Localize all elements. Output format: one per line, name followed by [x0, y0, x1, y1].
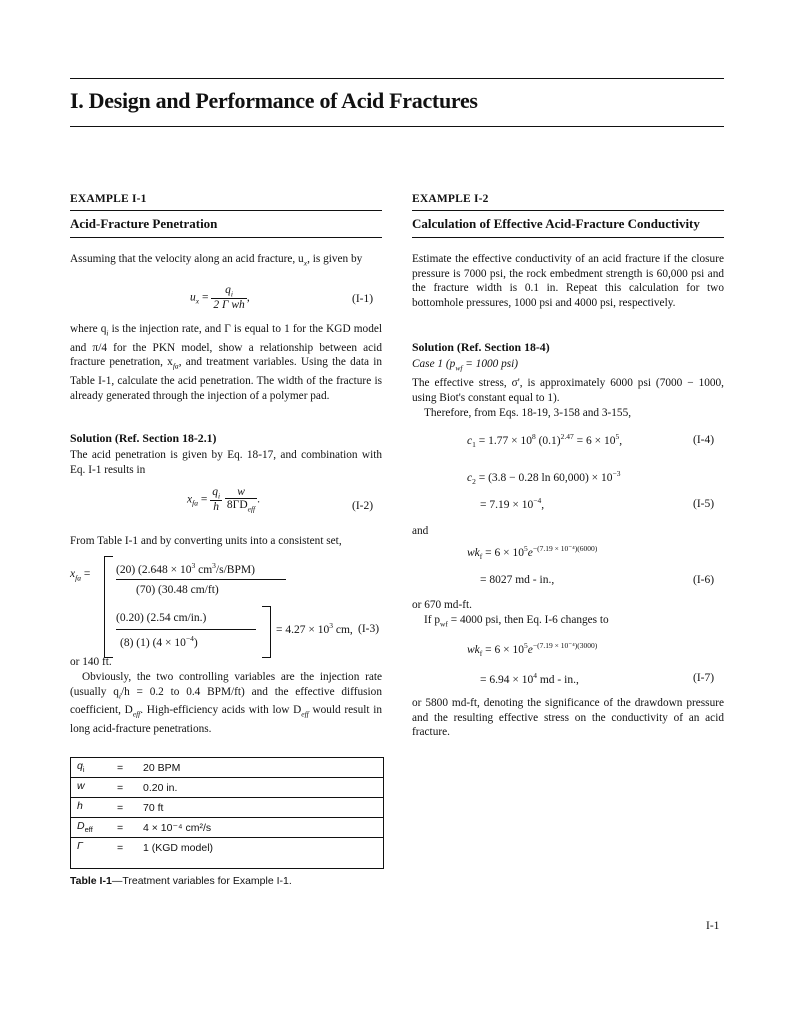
- equation-i-3-lhs: $x_{fa}$ =: [70, 568, 91, 583]
- equation-i-5-tag: (I-5): [693, 498, 715, 510]
- table-i-1-caption: Table I-1—Treatment variables for Example I-1.: [70, 875, 292, 887]
- table-cell-equals: =: [111, 758, 137, 778]
- equation-i-2-tag: (I-2): [352, 500, 374, 512]
- table-cell-value: 4 × 10⁻⁴ cm²/s: [137, 818, 383, 838]
- example1-name-rule: [70, 237, 382, 238]
- example2-or670: or 670 md-ft.: [412, 599, 472, 611]
- table-cell-symbol: w: [71, 778, 111, 798]
- example2-and: and: [412, 525, 429, 537]
- equation-i-3-result: = $4.27 \times 10^3$ cm,: [276, 621, 353, 636]
- table-row: [71, 758, 383, 778]
- example1-label: EXAMPLE I-1: [70, 193, 147, 205]
- example2-name-rule: [412, 237, 724, 238]
- table-cell-symbol: $D_{eff}$: [71, 818, 111, 838]
- equation-i-3-line1-den: (70) (30.48 cm/ft): [136, 584, 219, 596]
- table-row: [71, 818, 383, 838]
- table-row: [71, 778, 383, 798]
- equation-i-3-right-bracket: [262, 606, 271, 658]
- equation-i-3-line1-bar: [116, 579, 286, 580]
- example2-label-rule: [412, 210, 724, 211]
- equation-i-7-line2: = $6.94 \times 10^4$ md - in.,: [480, 671, 579, 686]
- example1-para2: Obviously, the two controlling variables are the injection rate (usually $q_i/h = 0.2$ to 0.4 BPM/ft) and the effective diffusion coefficient, $D_{eff}$. High-efficiency acids with low $D_{eff}$ would result in long acid-fracture penetrations.: [70, 671, 382, 736]
- equation-i-2: $x_{fa}$ = $\frac{q_i}{h}$ $\frac{w}{8\Gamma D_{eff}}$ .: [187, 486, 261, 514]
- table-i-1-body: [71, 758, 383, 857]
- equation-i-3-line2-bar: [116, 629, 256, 630]
- title-rule: [70, 126, 724, 127]
- example1-intro: Assuming that the velocity along an acid fracture, $u_x$, is given by: [70, 253, 363, 268]
- equation-i-4: $c_1 = 1.77 \times 10^8$ $(0.1)^{2.47} = 6 \times 10^5$,: [467, 432, 623, 450]
- equation-i-4-tag: (I-4): [693, 434, 715, 446]
- equation-i-3-line1-num: (20) ($2.648 \times 10^3$ $cm^3/s/BPM$): [116, 561, 255, 576]
- example2-stress-text: The effective stress, σ', is approximately 6000 psi (7000 − 1000, using Biot's constant equal to 1).: [412, 377, 724, 404]
- table-cell-symbol: h: [71, 798, 111, 818]
- table-cell-value: 0.20 in.: [137, 778, 383, 798]
- table-i-1: [70, 757, 384, 869]
- table-row: [71, 838, 383, 858]
- equation-i-7-line1: $wk_f = 6 \times 10^5e^{-(7.19 \times 10^{-4})(3000)}$: [467, 641, 598, 659]
- equation-i-3-line2-num: (0.20) (2.54 cm/in.): [116, 612, 207, 624]
- example1-from-table: From Table I-1 and by converting units into a consistent set,: [70, 535, 342, 547]
- top-rule: [70, 78, 724, 79]
- equation-i-3-line2-den: (8) (1) $(4 \times 10^{-4})$: [120, 634, 198, 649]
- example1-or-line: or 140 ft.: [70, 656, 112, 668]
- example2-case1: Case 1 ($p_{wf} = 1000$ psi): [412, 358, 519, 373]
- equation-i-3-left-bracket: [104, 556, 113, 658]
- example2-intro: Estimate the effective conductivity of an acid fracture if the closure pressure is 7000 psi, the rock embedment strength is 60,000 psi and the fracture width is 0.1 in. Repeat this calculation for two bottomhole pressures, 1000 psi and 4000 psi, respectively.: [412, 253, 724, 309]
- example2-label: EXAMPLE I-2: [412, 193, 489, 205]
- equation-i-6-line2: = 8027 md - in.,: [480, 574, 555, 586]
- equation-i-5-line1: $c_2 = (3.8 - 0.28$ $\ln 60,000) \times 10^{-3}$: [467, 469, 621, 487]
- table-row: [71, 798, 383, 818]
- equation-i-3-tag: (I-3): [358, 623, 380, 635]
- table-cell-symbol: Γ: [77, 840, 83, 853]
- example2-solution-heading: Solution (Ref. Section 18-4): [412, 340, 550, 354]
- chapter-title: I. Design and Performance of Acid Fractures: [70, 88, 478, 113]
- table-cell-value: 1 (KGD model): [143, 841, 214, 854]
- table-cell-value: 70 ft: [137, 798, 383, 818]
- equation-i-1-tag: (I-1): [352, 293, 374, 305]
- example1-para1: where $q_i$ is the injection rate, and Γ is equal to 1 for the KGD model and π/4 for the PKN model, show a relationship between acid fracture penetration, $x_{fa}$, and treatment variables. Using the data in Table I-1, calculate the acid penetration. The width of the fracture is already generated through the injection of a polymer pad.: [70, 323, 382, 402]
- table-cell-value: 20 BPM: [137, 758, 383, 778]
- equation-i-7-tag: (I-7): [693, 672, 715, 684]
- example2-closing: or 5800 md-ft, denoting the significance of the drawdown pressure and the resulting effective stress on the conductivity of an acid fracture.: [412, 697, 724, 739]
- table-cell-equals: =: [117, 841, 124, 854]
- example1-label-rule: [70, 210, 382, 211]
- example1-solution-heading: Solution (Ref. Section 18-2.1): [70, 431, 217, 445]
- example1-solution-text: The acid penetration is given by Eq. 18-17, and combination with Eq. I-1 results in: [70, 449, 382, 476]
- equation-i-5-line2: = $7.19 \times 10^{-4}$,: [480, 496, 545, 511]
- table-cell-equals: =: [111, 798, 137, 818]
- example2-if-line: If $p_{wf} = 4000$ psi, then Eq. I-6 changes to: [424, 614, 609, 629]
- equation-i-6-tag: (I-6): [693, 574, 715, 586]
- equation-i-1: $u_x$ = $\frac{q_i}{\text{2 Γ wh}}$ ,: [190, 284, 250, 312]
- equation-i-6-line1: $wk_f = 6 \times 10^5e^{-(7.19 \times 10^{-4})(6000)}$: [467, 544, 598, 562]
- page-number: I-1: [706, 920, 720, 932]
- table-cell-equals: =: [111, 818, 137, 838]
- table-cell-symbol: $q_i$: [71, 758, 111, 778]
- example1-name: Acid-Fracture Penetration: [70, 216, 218, 231]
- example2-therefore: Therefore, from Eqs. 18-19, 3-158 and 3-155,: [424, 407, 632, 419]
- table-cell-equals: =: [111, 778, 137, 798]
- example2-name: Calculation of Effective Acid-Fracture Conductivity: [412, 216, 700, 231]
